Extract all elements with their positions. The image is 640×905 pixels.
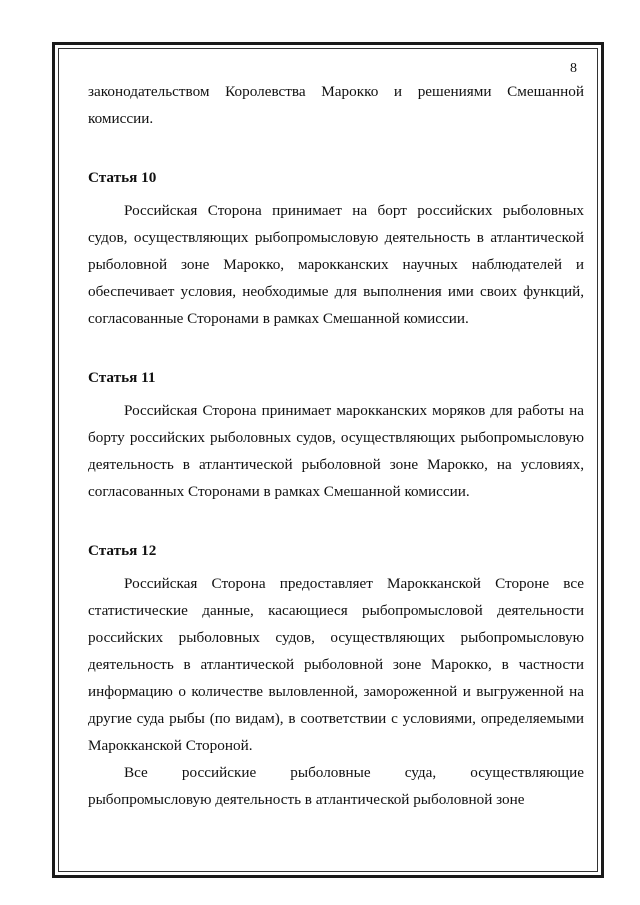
spacer bbox=[88, 332, 584, 364]
article-12-paragraph: Российская Сторона предоставляет Марокканской Стороне все статистические данные, касающиеся рыбопромысловой деятельности российских рыболовных судов, осуществляющих рыбопромысловую деятельность в атлантической рыболовной зоне Марокко, в частности информацию о количестве выловленной, замороженной и выгруженной на другие суда рыбы (по видам), в соответствии с условиями, определяемыми Марокканской Стороной. bbox=[88, 575, 584, 754]
page-number: 8 bbox=[570, 61, 577, 76]
spacer bbox=[88, 132, 584, 164]
spacer bbox=[88, 505, 584, 537]
article-12-paragraph-2: Все российские рыболовные суда, осуществляющие рыбопромысловую деятельность в атлантической рыболовной зоне bbox=[88, 764, 584, 808]
document-body bbox=[88, 78, 584, 813]
continuation-paragraph: законодательством Королевства Марокко и решениями Смешанной комиссии. bbox=[88, 83, 584, 127]
article-10-paragraph: Российская Сторона принимает на борт российских рыболовных судов, осуществляющих рыбопромысловую деятельность в атлантической рыболовной зоне Марокко, марокканских научных наблюдателей и обеспечивает условия, необходимые для выполнения ими своих функций, согласованные Сторонами в рамках Смешанной комиссии. bbox=[88, 202, 584, 327]
article-11-heading: Статья 11 bbox=[88, 369, 156, 386]
article-12-heading: Статья 12 bbox=[88, 542, 157, 559]
article-10-heading: Статья 10 bbox=[88, 169, 157, 186]
article-11-paragraph: Российская Сторона принимает марокканских моряков для работы на борту российских рыболовных судов, осуществляющих рыбопромысловую деятельность в атлантической рыболовной зоне Марокко, на условиях, согласованных Сторонами в рамках Смешанной комиссии. bbox=[88, 402, 584, 500]
